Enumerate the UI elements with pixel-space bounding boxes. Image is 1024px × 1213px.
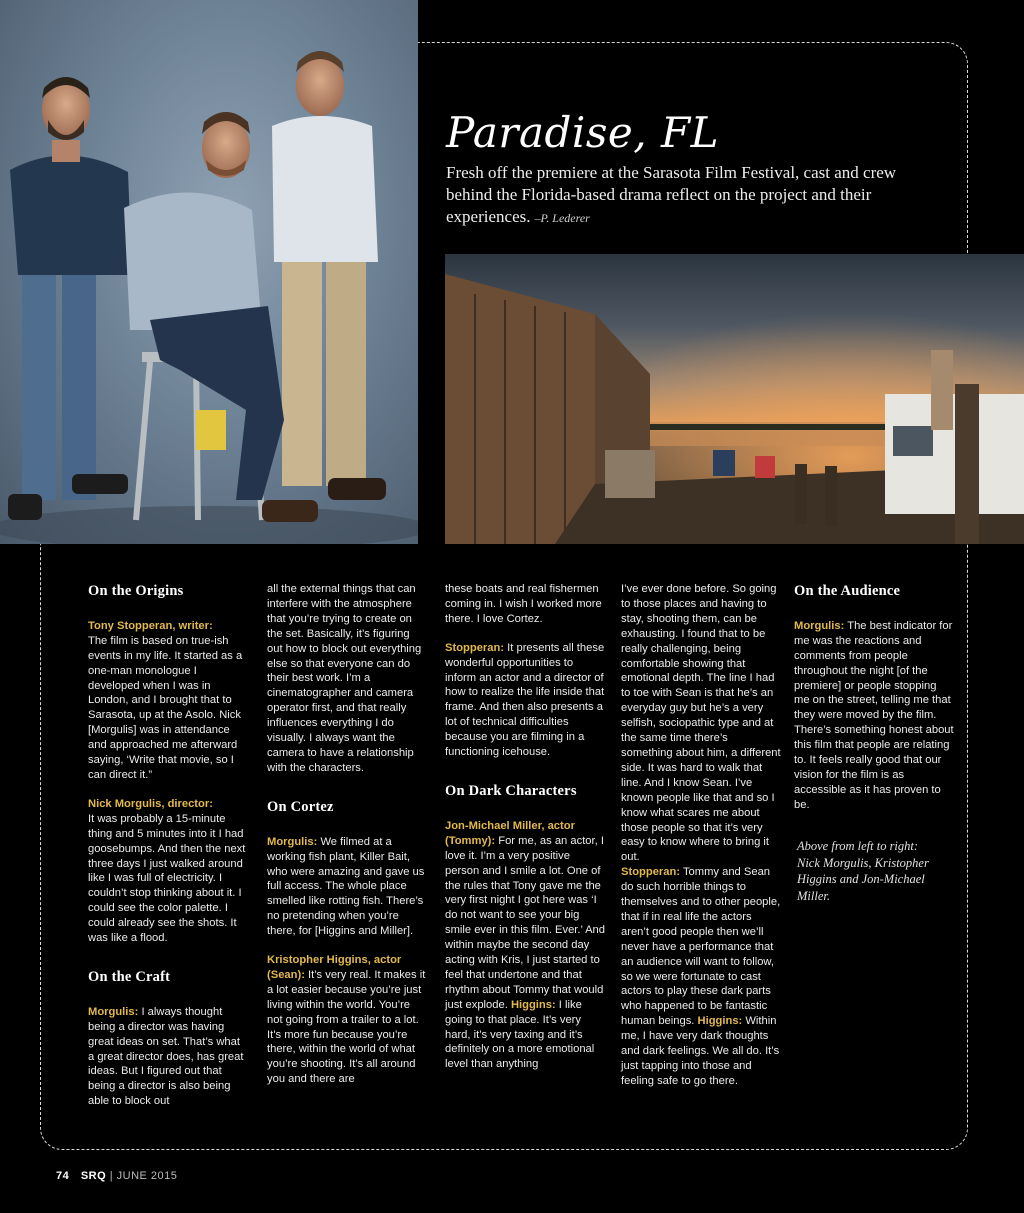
paragraph (267, 835, 427, 939)
paragraph (88, 619, 248, 783)
paragraph-text: Tommy and Sean do such horrible things to themselves and to other people, that if in real life the actors aren’t good people then we’ll never have a performance that an audience will want to follow, so we were fortunate to cast actors to play these dark parts who happened to be fantastic human beings. (621, 866, 781, 1028)
cast-portrait-photo (0, 0, 418, 544)
paragraph (267, 582, 427, 776)
speaker-label: Morgulis: (267, 835, 318, 848)
paragraph-text: all the external things that can interfere with the atmosphere that you’re trying to create on the set. Basically, it’s figuring out how to block out everything else so that everyone can do their best work. I’m a cinematographer and camera operator first, and that really influences everything I do visually. I always want the camera to have a relationship with the characters. (267, 583, 422, 774)
paragraph-text: For me, as an actor, I love it. I’m a very positive person and I smile a lot. One of the rules that Tony gave me the very first night I got here was ‘I do not want to see your big smile ever in this film. Ever.’ And within maybe the second day acting with Kris, I just started to feel that undertone and that rhythm about Tommy that would just explode. (445, 834, 605, 1011)
fish-house-dock-photo (445, 254, 1024, 544)
paragraph (445, 819, 605, 1072)
column-1 (88, 582, 248, 1109)
speaker-label: Higgins: (697, 1015, 743, 1028)
section-heading-origins: On the Origins (88, 583, 184, 599)
paragraph (445, 641, 605, 760)
paragraph-text: I’ve ever done before. So going to those places and having to stay, shooting them, can be exhausting. I found that to be really challenging, being comfortable showing that emotional depth. The line I had to toe with Sean is that he’s an everyday guy but he’s a very selfish, sociopathic type and at the same time there’s something about him, a different side. It was hard to walk that line. And I know Sean. I’ve known people like that and so I know what scares me about those people so that it’s very easy to know where to bring it out. (621, 583, 781, 864)
speaker-label: Stopperan: (445, 641, 505, 654)
paragraph (445, 582, 605, 627)
paragraph (88, 1005, 248, 1109)
speaker-label: Higgins: (510, 998, 556, 1011)
dek (446, 162, 916, 229)
paragraph-text: I always thought being a director was having great ideas on set. That’s what a great director does, has great ideas. But I figured out that being a director is also being able to block out (88, 1005, 244, 1108)
section-heading-cortez: On Cortez (267, 798, 334, 815)
paragraph-text: The best indicator for me was the reactions and comments from people throughout the night [of the premiere] or people stopping me on the street, telling me that they were moved by the film. There’s something honest about this film that people are relating to. It feels really good that our vision for the film is as accessible as it has proven to be. (794, 619, 954, 811)
paragraph-text: It was probably a 15-minute thing and 5 minutes into it I had goosebumps. And then the next three days I just walked around like I was full of electricity. I couldn’t stop thinking about it. I could see the color palette. I could already see the shots. It was like a flood. (88, 812, 246, 945)
speaker-label: Jon-Michael Miller, actor (Tommy): (445, 819, 575, 847)
paragraph (88, 797, 248, 946)
column-4 (621, 582, 781, 1089)
paragraph-text: Within me, I have very dark thoughts and dark feelings. We all do. It’s just tapping into those and feeling safe to go there. (621, 1015, 780, 1087)
paragraph (267, 953, 427, 1087)
page-folio (56, 1170, 177, 1182)
section-heading-audience: On the Audience (794, 583, 901, 599)
paragraph (794, 619, 954, 813)
dek-text: Fresh off the premiere at the Sarasota Film Festival, cast and crew behind the Florida-based drama reflect on the project and their experiences. (446, 163, 897, 226)
headline: Paradise, FL (446, 108, 719, 157)
paragraph-text: The film is based on true-ish events in my life. It started as a one-man monologue I developed when I was in London, and I brought that to Sarasota, up at the Asolo. Nick [Morgulis] was in attendance and approached me afterward saying, ‘Write that movie, so I can direct it.” (88, 634, 243, 781)
column-3 (445, 582, 605, 1072)
speaker-label: Morgulis: (794, 619, 845, 632)
speaker-label: Nick Morgulis, director: (88, 797, 213, 810)
speaker-label: Kristopher Higgins, actor (Sean): (267, 954, 402, 981)
issue-date: | JUNE 2015 (109, 1170, 178, 1182)
speaker-label: Stopperan: (621, 866, 681, 879)
column-2 (267, 582, 427, 1087)
speaker-label: Tony Stopperan, writer: (88, 619, 213, 632)
paragraph-text: these boats and real fishermen coming in. I wish I worked more there. I love Cortez. (445, 583, 602, 625)
page-number: 74 (56, 1170, 70, 1182)
paragraph-text: I like going to that place. It’s very hard, it’s very taxing and it’s definitely on a more emotional level than anything (445, 998, 595, 1071)
paragraph-text: It’s very real. It makes it a lot easier because you’re just living within the world. You’re not going from a trailer to a lot. It’s more fun because you’re there, within the world of what you’re shooting. It’s all around you and there are (267, 968, 426, 1086)
column-5 (794, 582, 954, 813)
section-heading-craft: On the Craft (88, 968, 171, 985)
paragraph-text: We filmed at a working fish plant, Killer Bait, who were amazing and gave us full access. The whole place smelled like rotting fish. There’s no pretending when you’re there, for [Higgins and Miller]. (267, 835, 425, 938)
magazine-name: SRQ (80, 1170, 107, 1182)
paragraph-text: It presents all these wonderful opportunities to inform an actor and a director of how to realize the life inside that frame. And then also presents a lot of technical difficulties because you are filming in a functioning icehouse. (445, 641, 605, 759)
photo-caption: Above from left to right: Nick Morgulis, Kristopher Higgins and Jon-Michael Miller. (797, 839, 929, 903)
speaker-label: Morgulis: (88, 1005, 139, 1018)
paragraph (621, 582, 781, 1089)
byline: –P. Lederer (534, 211, 590, 225)
section-heading-dark-characters: On Dark Characters (445, 782, 577, 799)
